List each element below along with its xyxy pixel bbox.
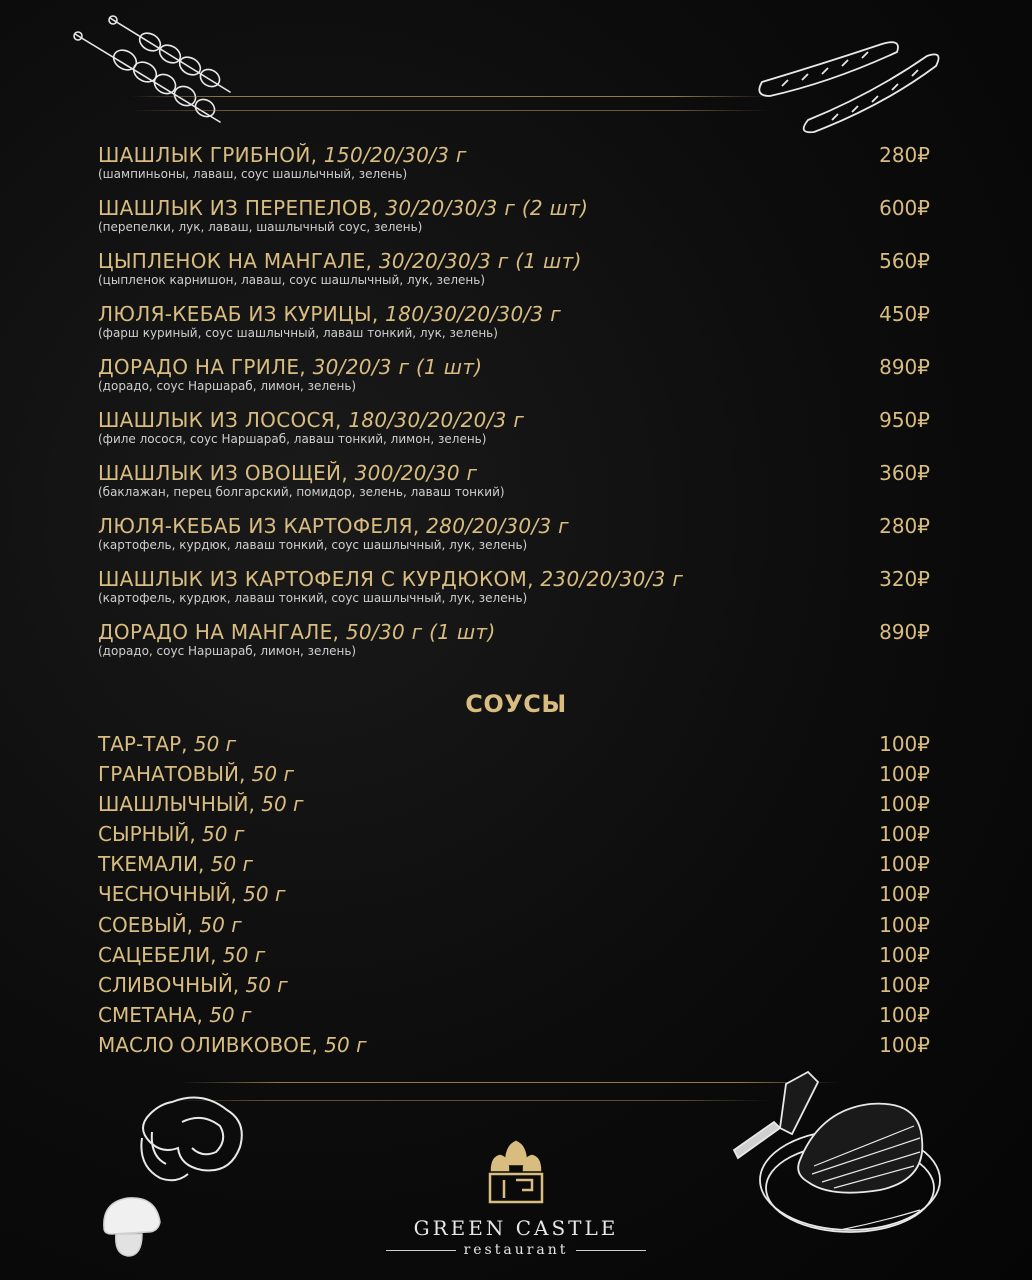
peppers-icon (132, 1092, 252, 1192)
item-weight: 280/20/30/3 г (426, 514, 569, 538)
sauce-item (98, 942, 930, 972)
sauce-price: 100₽ (879, 822, 930, 847)
item-description: (шампиньоны, лаваш, соус шашлычный, зелень) (98, 167, 408, 181)
mushroom-icon (98, 1192, 164, 1262)
sauce-weight: 50 г (245, 972, 288, 997)
menu-item (98, 620, 930, 673)
menu-item (98, 567, 930, 620)
sauce-name: САЦЕБЕЛИ, (98, 942, 223, 967)
sauce-weight: 50 г (210, 852, 254, 877)
sauce-weight: 50 г (199, 912, 242, 937)
item-description: (картофель, курдюк, лаваш тонкий, соус шашлычный, лук, зелень) (98, 538, 528, 552)
item-description: (фарш куриный, соус шашлычный, лаваш тонкий, лук, зелень) (98, 326, 498, 340)
sauce-item (98, 972, 930, 1002)
sauce-weight: 50 г (251, 762, 294, 787)
item-price: 320₽ (879, 567, 930, 591)
sauce-price: 100₽ (879, 972, 930, 997)
sauce-name: ЧЕСНОЧНЫЙ, (98, 882, 244, 907)
sauce-item (98, 791, 930, 821)
sauce-price: 100₽ (879, 1032, 930, 1057)
sauce-item (98, 881, 930, 911)
menu-item (98, 302, 930, 355)
sauce-weight: 50 г (261, 792, 304, 817)
sauce-price: 100₽ (879, 852, 930, 877)
sauce-weight: 50 г (202, 822, 245, 847)
sauce-item (98, 1032, 930, 1062)
item-name: ЦЫПЛЕНОК НА МАНГАЛЕ, (98, 249, 379, 273)
sauce-price: 100₽ (879, 912, 930, 937)
item-description: (цыпленок карнишон, лаваш, соус шашлычный, лук, зелень) (98, 273, 486, 287)
item-price: 450₽ (879, 302, 930, 326)
sauce-item (98, 761, 930, 791)
item-weight: 50/30 г (1 шт) (345, 620, 496, 644)
item-price: 280₽ (879, 514, 930, 538)
item-weight: 180/30/20/30/3 г (385, 302, 562, 326)
sauce-price: 100₽ (879, 792, 930, 817)
item-weight: 30/20/3 г (1 шт) (312, 355, 483, 379)
menu-item (98, 196, 930, 249)
menu-item (98, 461, 930, 514)
item-name: ДОРАДО НА ГРИЛЕ, (98, 355, 313, 379)
menu-item (98, 249, 930, 302)
item-price: 280₽ (879, 143, 930, 167)
item-weight: 30/20/30/3 г (1 шт) (378, 249, 582, 273)
sauce-price: 100₽ (879, 732, 930, 756)
item-price: 890₽ (879, 355, 930, 379)
item-weight: 30/20/30/3 г (2 шт) (385, 196, 589, 220)
item-description: (дорадо, соус Наршараб, лимон, зелень) (98, 644, 357, 658)
sauce-name: СЫРНЫЙ, (98, 822, 203, 847)
divider-top-secondary (130, 110, 770, 111)
item-name: ЛЮЛЯ-КЕБАБ ИЗ КАРТОФЕЛЯ, (98, 514, 427, 538)
sauce-item (98, 851, 930, 881)
skewers-icon (70, 12, 235, 132)
item-price: 360₽ (879, 461, 930, 485)
item-name: ШАШЛЫК ГРИБНОЙ, (98, 143, 324, 167)
sauce-name: СМЕТАНА, (98, 1002, 210, 1027)
sauce-weight: 50 г (193, 732, 237, 756)
item-name: ДОРАДО НА МАНГАЛЕ, (98, 620, 346, 644)
sauce-name: СЛИВОЧНЫЙ, (98, 972, 246, 997)
menu-item (98, 355, 930, 408)
castle-logo-icon (486, 1140, 546, 1206)
sauce-name: ТКЕМАЛИ, (98, 852, 211, 877)
item-description: (баклажан, перец болгарский, помидор, зелень, лаваш тонкий) (98, 485, 505, 499)
sauce-item (98, 912, 930, 942)
sauce-price: 100₽ (879, 882, 930, 907)
sausages-icon (752, 34, 942, 134)
sauce-name: ГРАНАТОВЫЙ, (98, 762, 252, 787)
item-price: 890₽ (879, 620, 930, 644)
sauce-name: ТАР-ТАР, (98, 732, 194, 756)
brand-name: GREEN CASTLE (413, 1216, 619, 1240)
item-weight: 150/20/30/3 г (323, 143, 467, 167)
steak-icon (730, 1070, 945, 1245)
item-description: (картофель, курдюк, лаваш тонкий, соус шашлычный, лук, зелень) (98, 591, 528, 605)
menu-item (98, 143, 930, 196)
item-price: 600₽ (879, 196, 930, 220)
item-description: (филе лосося, соус Наршараб, лаваш тонкий, лимон, зелень) (98, 432, 487, 446)
item-name: ШАШЛЫК ИЗ ЛОСОСЯ, (98, 408, 349, 432)
item-description: (дорадо, соус Наршараб, лимон, зелень) (98, 379, 357, 393)
item-price: 950₽ (879, 408, 930, 432)
item-name: ШАШЛЫК ИЗ ОВОЩЕЙ, (98, 461, 355, 485)
item-description: (перепелки, лук, лаваш, шашлычный соус, зелень) (98, 220, 423, 234)
item-price: 560₽ (879, 249, 930, 273)
divider-bottom-secondary (170, 1100, 770, 1101)
sauce-weight: 50 г (222, 942, 266, 967)
sauce-item (98, 731, 930, 761)
logo-line-left (386, 1250, 456, 1251)
item-name: ЛЮЛЯ-КЕБАБ ИЗ КУРИЦЫ, (98, 302, 386, 326)
sauce-weight: 50 г (324, 1032, 367, 1057)
sauce-name: ШАШЛЫЧНЫЙ, (98, 792, 262, 817)
restaurant-logo (386, 1140, 646, 1260)
brand-subtitle: restaurant (463, 1242, 569, 1258)
menu-item (98, 408, 930, 461)
item-weight: 300/20/30 г (354, 461, 478, 485)
sauce-name: МАСЛО ОЛИВКОВОЕ, (98, 1032, 325, 1057)
sauce-item (98, 1002, 930, 1032)
sauce-name: СОЕВЫЙ, (98, 912, 200, 937)
divider-top (130, 96, 770, 97)
sauce-price: 100₽ (879, 762, 930, 787)
sauce-weight: 50 г (243, 882, 286, 907)
item-name: ШАШЛЫК ИЗ КАРТОФЕЛЯ С КУРДЮКОМ, (98, 567, 541, 591)
grill-menu-list (98, 143, 930, 673)
sauces-section-title: СОУСЫ (465, 690, 567, 718)
sauce-price: 100₽ (879, 942, 930, 967)
item-weight: 180/30/20/20/3 г (348, 408, 525, 432)
sauce-weight: 50 г (209, 1002, 252, 1027)
sauce-item (98, 821, 930, 851)
item-name: ШАШЛЫК ИЗ ПЕРЕПЕЛОВ, (98, 196, 386, 220)
item-weight: 230/20/30/3 г (540, 567, 684, 591)
logo-line-right (576, 1250, 646, 1251)
menu-item (98, 514, 930, 567)
sauces-list (98, 731, 930, 1062)
sauce-price: 100₽ (879, 1002, 930, 1027)
